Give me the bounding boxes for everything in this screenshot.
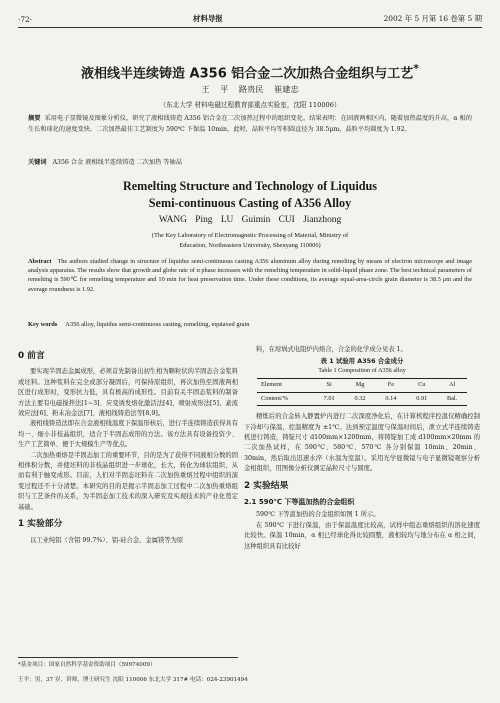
body-right-column (244, 345, 480, 552)
table-caption-en: Table 1 Composition of A356 alloy (318, 367, 406, 375)
composition-table (257, 378, 467, 406)
subsection-heading-590: 2.1 590℃ 下等温加热的合金组织 (244, 498, 355, 507)
keywords-chinese: 关键词 A356 合金 液相线半连续铸造 二次加热 等轴晶 (28, 159, 182, 166)
footnote-fund: *基金项目：国家自然科学基金资助项目（59974009） (18, 657, 238, 670)
paragraph: 以工业纯铝（含铝 99.7%）、铝-硅合金、金属镁等为原 (30, 536, 184, 544)
abstract-english: Abstract The authors studied change in structure of liquidus semi-continuous casting A356 aluminum alloy during remelting by means of electron microscope and image analysis apparatus. The results show that growth and globe rate of α phase increases with the remelting temperature in solid-liquid phase zone. The best technical parameters of remelting is 590℃ for remelting temperature and 10 min for heat preservation time. Under these conditions, its average equal-area-circle grain diameter is 38.5 μm and the average roundness is 1.92. (28, 258, 472, 293)
table-caption-cn: 表 1 试验用 A356 合金成分 (320, 357, 404, 366)
paragraph: 料，在坩埚式电阻炉内熔合，合金的化学成分见表 1。 (256, 346, 407, 353)
paragraph: 在 590℃ 下进行保温，由于保温温度比较高，试样中组态重熔组织的溶化速度比较快。保温 10min，α 相已经球化得比较圆整，液相较均与地分布在 α 相之间，这种组织具有比较好 (244, 521, 480, 550)
journal-name: 材料导报 (193, 14, 223, 23)
table-cell: 0.14 (385, 394, 397, 402)
title-footnote-mark: * (413, 62, 419, 75)
section-heading-experimental: 1 实验部分 (18, 519, 63, 530)
title-english: Remelting Structure and Technology of Liquidus Semi-continuous Casting of A356 Alloy (122, 179, 378, 210)
authors-chinese: 王 平 路贵民 崔建忠 (201, 84, 299, 94)
table-cell: 0.91 (416, 394, 428, 402)
abstract-label-en: Abstract (28, 258, 52, 265)
table-header-cell: Si (326, 381, 332, 389)
affiliation-english: (The Key Laboratory of Electromagnetic Processing of Material, Ministry of Education, Northeastern University, Shenyang 110006) (151, 232, 349, 249)
table-header-row (257, 379, 467, 392)
table-row (257, 392, 467, 405)
table-header-cell: Al (448, 381, 456, 389)
paragraph: 二次加热重熔是半固态加工的重要环节，目的是为了获得不同液相分数的固相体积分数，并使坯料的非枝晶组织进一步球化，长大，转化为球状组织，从而有利于触变成形。目前，人们对半固态坯料在二次加热重熔过程中组织的演变过程还不十分清楚。本研究的目的是揭示半固态加工过程中二次加热重熔组织与工艺条件的关系，为半固态加工技术的深入研究及实现技术的产业化奠定基础。 (18, 451, 238, 511)
table-header-cell: Element (261, 381, 282, 389)
table-cell: 7.01 (323, 394, 335, 402)
table-header-cell: Fe (387, 381, 395, 389)
table-header-cell: Mg (355, 381, 365, 389)
paragraph: 液相线铸造法即在合金液相线温度下保温形核后，进行半连续铸造获得具有均一、细小非枝晶组织，适合于半固态成形的方法。该方法具有设备投资少、生产工艺简单、便于大规模生产等优点。 (18, 420, 238, 449)
affiliation-chinese: （东北大学 材料电磁过程教育部重点实验室，沈阳 110006） (159, 101, 341, 109)
paragraph: 精炼后的合金转入静置炉内进行二次深度净化后，在计算机程序控温仪精确控制下冷却与保温，控温精度为 ±1℃。达到预定温度与保温时间后，泄立式半连续铸造机进行铸造，铸锭尺寸 d100mm×1200mm，将铸锭加工成 d100mm×20mm 的二次加热试样，在 590℃、580℃、570℃ 各分别保温 10min、20min、30min，然后取出迅速水淬（水温为室温）。采用光学显微镜与电子显微镜观察分析金相组织，用图像分析仪测定晶粒尺寸与圆度。 (244, 413, 480, 473)
authors-english: WANG Ping LU Guimin CUI Jianzhong (158, 215, 342, 225)
abstract-label-cn: 摘要 (28, 115, 41, 122)
section-heading-results: 2 实验结果 (244, 480, 289, 491)
header-rule (18, 27, 482, 28)
title-chinese: 液相线半连续铸造 A356 铝合金二次加热合金组织与工艺* (81, 62, 419, 82)
section-heading-introduction: 0 前言 (18, 351, 45, 361)
abstract-chinese: 摘要 采用电子显微镜及图象分析仪，研究了液相线铸造 A356 铝合金在二次加热过程中的组织变化。结果表明：在固液两相区内，随着加热温度的升高，α 相的生长和球化的速度变快。二次加热最佳工艺制度为 590℃ 下保温 10min，此时，晶粒平均等积圆直径为 38.5μm，晶粒平均圆度为 1.92。 (28, 115, 472, 133)
running-head (18, 10, 482, 24)
paragraph: 要实现半固态金属成形，必须首先制备出初生相为颗粒状的半固态合金浆料或坯料。这种浆料在完全或部分凝固后，可保持原组织，再次加热至固液两相区进行成形时，变形抗力低，具有极高的成形性。目前有关半固态浆料的制备方法主要有电磁搅拌法[1~3]、应变诱发熔化激活法[4]、喷射成形法[5]、紊流效应法[6]、粉末冶金法[7]、液相线铸造法等[8,9]。 (18, 368, 238, 418)
table-cell: 0.32 (354, 394, 366, 402)
table-cell: Content/% (261, 394, 288, 402)
page-number: ·72· (18, 15, 33, 24)
keywords-english: Key words A356 alloy, liquidus semi-continuous casting, remelting, equiaxed grain (28, 321, 250, 328)
keywords-label-en: Key words (28, 321, 58, 328)
footnote-author-info: 王平：男，37 岁，讲师，博士研究生 沈阳 110006 东北大学 317# 电话：024-23901494 (18, 677, 248, 683)
table-header-cell: Cu (418, 381, 426, 389)
table-cell: Bal. (446, 394, 458, 402)
paragraph: 590℃ 下等温加热的合金组织如图 1 所示。 (256, 511, 380, 519)
body-left-column (18, 345, 238, 546)
issue-info: 2002 年 5 月第 16 卷第 5 期 (383, 14, 482, 23)
keywords-label-cn: 关键词 (28, 159, 47, 166)
